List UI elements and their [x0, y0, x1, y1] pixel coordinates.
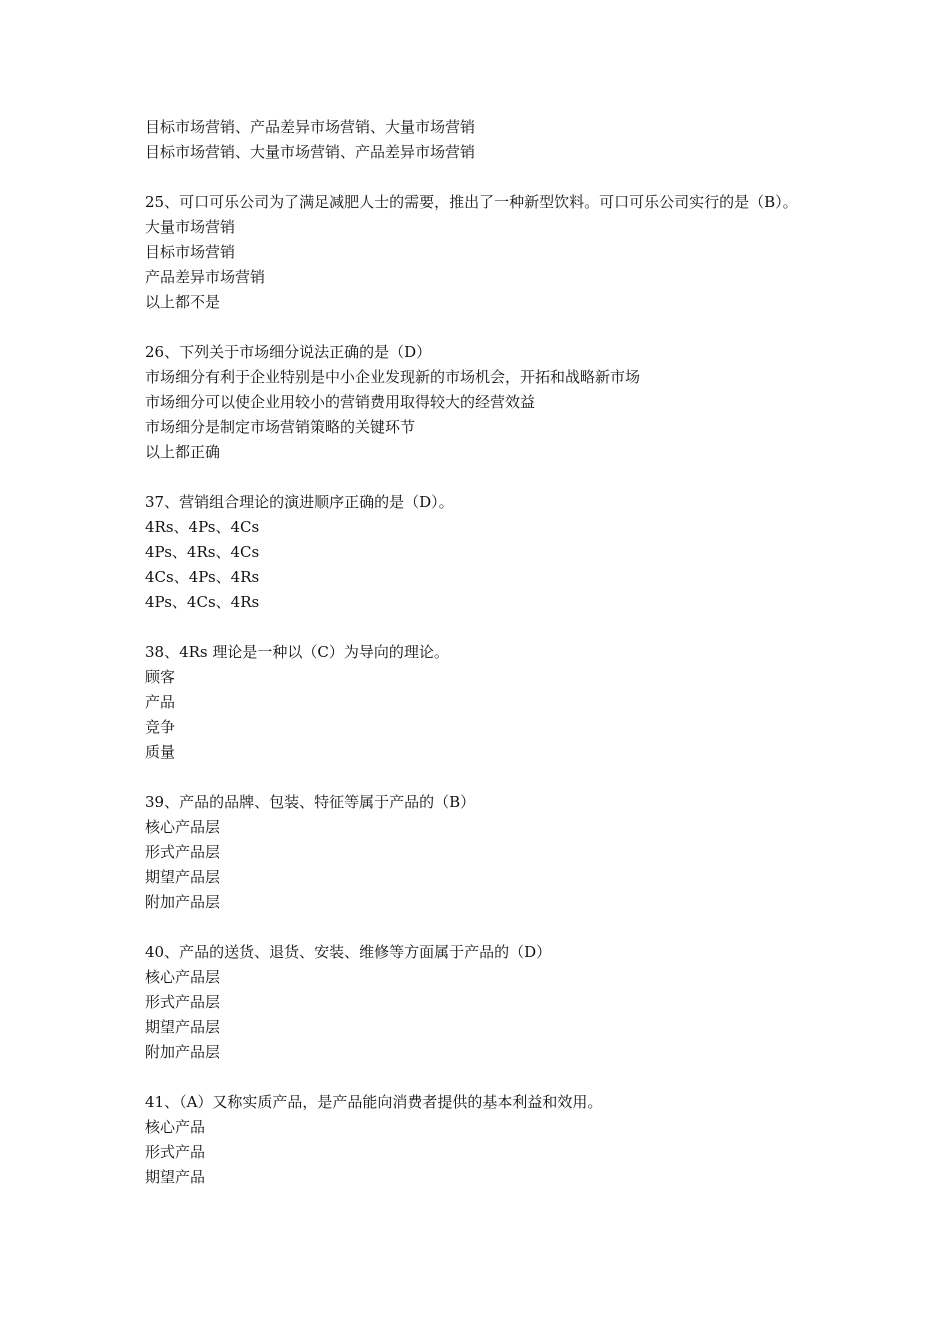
option-line: 质量 — [145, 743, 176, 761]
option-line: 核心产品 — [145, 1118, 206, 1136]
option-line: 目标市场营销 — [145, 243, 236, 261]
question-39 — [145, 790, 825, 915]
question-40 — [145, 940, 825, 1065]
option-line: 核心产品层 — [145, 968, 221, 986]
option-line: 期望产品层 — [145, 868, 221, 886]
option-line: 期望产品层 — [145, 1018, 221, 1036]
option-line: 市场细分可以使企业用较小的营销费用取得较大的经营效益 — [145, 393, 536, 411]
option-line: 形式产品 — [145, 1143, 206, 1161]
option-line: 附加产品层 — [145, 893, 221, 911]
question-text: 41、（A）又称实质产品，是产品能向消费者提供的基本利益和效用。 — [145, 1093, 603, 1111]
option-line: 期望产品 — [145, 1168, 206, 1186]
question-25 — [145, 190, 825, 315]
option-line: 4Ps、4Rs、4Cs — [145, 543, 260, 561]
option-line: 目标市场营销、产品差异市场营销、大量市场营销 — [145, 118, 476, 136]
option-line: 4Rs、4Ps、4Cs — [145, 518, 260, 536]
option-line: 4Ps、4Cs、4Rs — [145, 593, 260, 611]
question-37 — [145, 490, 825, 615]
question-text: 38、4Rs 理论是一种以（C）为导向的理论。 — [145, 643, 449, 661]
option-line: 形式产品层 — [145, 993, 221, 1011]
question-text: 39、产品的品牌、包装、特征等属于产品的（B） — [145, 793, 476, 811]
leading-options — [145, 115, 825, 165]
option-line: 形式产品层 — [145, 843, 221, 861]
option-line: 以上都正确 — [145, 443, 221, 461]
question-text: 26、下列关于市场细分说法正确的是（D） — [145, 343, 432, 361]
option-line: 以上都不是 — [145, 293, 221, 311]
question-text: 40、产品的送货、退货、安装、维修等方面属于产品的（D） — [145, 943, 552, 961]
option-line: 市场细分是制定市场营销策略的关键环节 — [145, 418, 416, 436]
question-38 — [145, 640, 825, 765]
option-line: 产品 — [145, 693, 176, 711]
option-line: 核心产品层 — [145, 818, 221, 836]
option-line: 产品差异市场营销 — [145, 268, 266, 286]
option-line: 大量市场营销 — [145, 218, 236, 236]
document-page — [145, 115, 825, 1215]
option-line: 竞争 — [145, 718, 176, 736]
question-26 — [145, 340, 825, 465]
question-text: 37、营销组合理论的演进顺序正确的是（D）。 — [145, 493, 454, 511]
option-line: 4Cs、4Ps、4Rs — [145, 568, 260, 586]
question-41 — [145, 1090, 825, 1190]
option-line: 市场细分有利于企业特别是中小企业发现新的市场机会，开拓和战略新市场 — [145, 368, 641, 386]
option-line: 顾客 — [145, 668, 176, 686]
option-line: 目标市场营销、大量市场营销、产品差异市场营销 — [145, 143, 476, 161]
question-text: 25、可口可乐公司为了满足减肥人士的需要，推出了一种新型饮料。可口可乐公司实行的是（B）。 — [145, 193, 798, 211]
option-line: 附加产品层 — [145, 1043, 221, 1061]
